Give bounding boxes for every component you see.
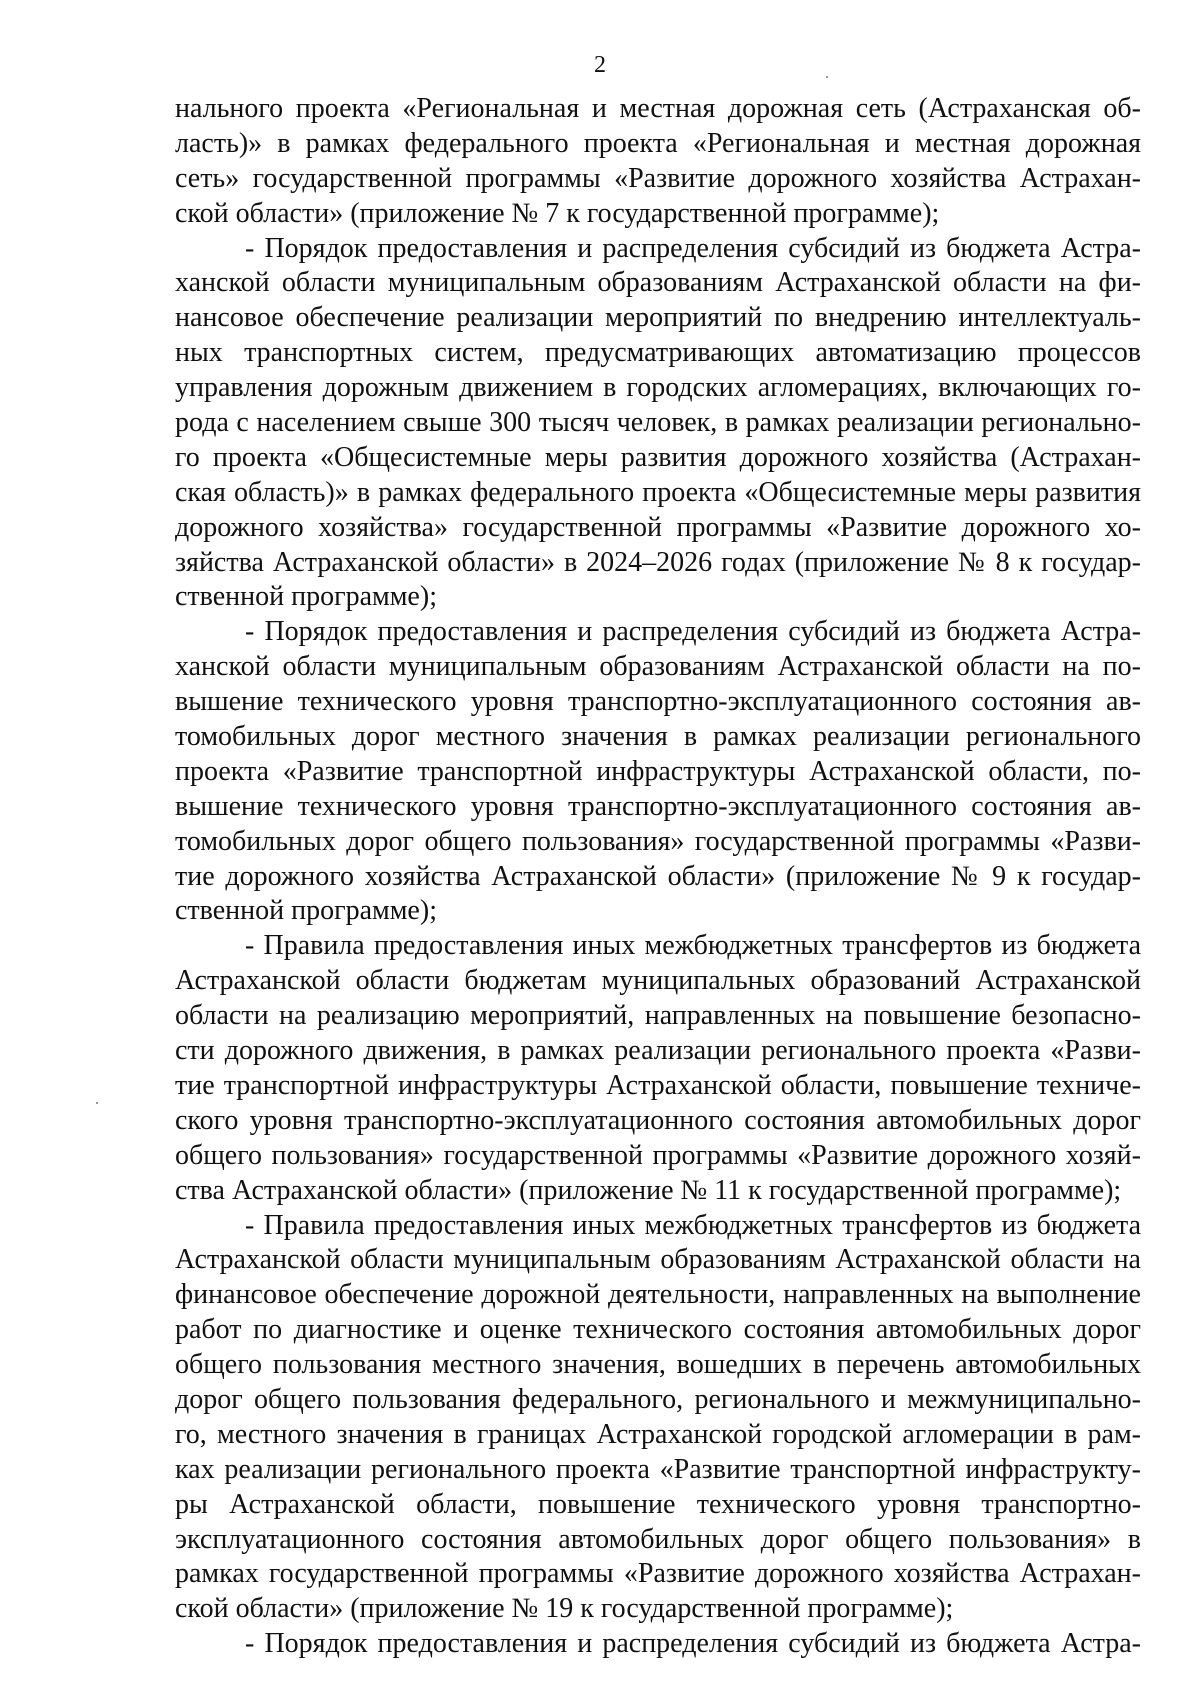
document-body xyxy=(175,92,1141,1662)
text-line: ства Астраханской области» (приложение № 11 к государственной программе); xyxy=(175,1174,1122,1206)
text-line: нального проекта «Региональная и местная дорожная сеть (Астраханская об- xyxy=(175,93,1141,124)
text-line: финансовое обеспечение дорожной деятельности, направленных на выполнение xyxy=(175,1279,1141,1311)
text-line: томобильных дорог общего пользования» государственной программы «Разви- xyxy=(175,825,1141,857)
text-line: ская область)» в рамках федерального проекта «Общесистемные меры развития xyxy=(175,476,1141,508)
scan-speck xyxy=(826,76,828,78)
text-line: сти дорожного движения, в рамках реализации регионального проекта «Разви- xyxy=(175,1035,1141,1067)
text-line: проекта «Развитие транспортной инфраструктуры Астраханской области, по- xyxy=(175,755,1141,787)
text-line: области на реализацию мероприятий, направленных на повышение безопасно- xyxy=(175,1000,1141,1032)
paragraph xyxy=(175,1209,1141,1628)
text-line: ского уровня транспортно-эксплуатационного состояния автомобильных дорог xyxy=(175,1104,1141,1136)
page-number: 2 xyxy=(594,52,606,78)
text-line: ных транспортных систем, предусматривающих автоматизацию процессов xyxy=(175,337,1141,369)
text-line: - Порядок предоставления и распределения субсидий из бюджета Астра- xyxy=(245,1628,1141,1660)
text-line: Астраханской области муниципальным образованиям Астраханской области на xyxy=(175,1244,1141,1276)
paragraph xyxy=(175,232,1141,616)
paragraph xyxy=(175,929,1141,1208)
text-line: рода с населением свыше 300 тысяч человек, в рамках реализации регионально- xyxy=(175,407,1141,439)
text-line: - Правила предоставления иных межбюджетных трансфертов из бюджета xyxy=(245,1209,1141,1241)
text-line: - Порядок предоставления и распределения субсидий из бюджета Астра- xyxy=(245,232,1141,264)
text-line: тие транспортной инфраструктуры Астраханской области, повышение техниче- xyxy=(175,1069,1141,1101)
text-line: управления дорожным движением в городских агломерациях, включающих го- xyxy=(175,372,1141,404)
text-line: дорог общего пользования федерального, регионального и межмуниципально- xyxy=(175,1383,1141,1415)
text-line: го, местного значения в границах Астраханской городской агломерации в рам- xyxy=(175,1418,1141,1450)
text-line: дорожного хозяйства» государственной программы «Развитие дорожного хо- xyxy=(175,511,1141,543)
text-line: Астраханской области бюджетам муниципальных образований Астраханской xyxy=(175,965,1141,997)
paragraph xyxy=(175,615,1141,929)
text-line: вышение технического уровня транспортно-эксплуатационного состояния ав- xyxy=(175,790,1141,822)
text-line: ской области» (приложение № 7 к государственной программе); xyxy=(175,197,940,229)
text-line: зяйства Астраханской области» в 2024–2026 годах (приложение № 8 к государ- xyxy=(175,546,1141,578)
text-line: ласть)» в рамках федерального проекта «Региональная и местная дорожная xyxy=(175,127,1141,159)
text-line: ханской области муниципальным образованиям Астраханской области на по- xyxy=(175,651,1141,683)
text-line: томобильных дорог местного значения в рамках реализации регионального xyxy=(175,721,1141,753)
text-line: ках реализации регионального проекта «Развитие транспортной инфраструкту- xyxy=(175,1453,1141,1485)
text-line: нансовое обеспечение реализации мероприятий по внедрению интеллектуаль- xyxy=(175,302,1141,334)
scan-speck xyxy=(96,1102,98,1104)
text-line: вышение технического уровня транспортно-эксплуатационного состояния ав- xyxy=(175,686,1141,718)
text-line: работ по диагностике и оценке технического состояния автомобильных дорог xyxy=(175,1314,1141,1346)
text-line: го проекта «Общесистемные меры развития дорожного хозяйства (Астрахан- xyxy=(175,441,1141,473)
text-line: сеть» государственной программы «Развитие дорожного хозяйства Астрахан- xyxy=(175,162,1141,194)
text-line: ственной программе); xyxy=(175,581,437,613)
text-line: эксплуатационного состояния автомобильных дорог общего пользования» в xyxy=(175,1523,1141,1555)
text-line: ской области» (приложение № 19 к государственной программе); xyxy=(175,1593,954,1625)
paragraph xyxy=(175,1627,1141,1662)
text-line: тие дорожного хозяйства Астраханской области» (приложение № 9 к государ- xyxy=(175,860,1141,892)
text-line: ственной программе); xyxy=(175,895,437,927)
text-line: общего пользования» государственной программы «Развитие дорожного хозяй- xyxy=(175,1139,1141,1171)
text-line: - Порядок предоставления и распределения субсидий из бюджета Астра- xyxy=(245,616,1141,648)
text-line: ры Астраханской области, повышение технического уровня транспортно- xyxy=(175,1488,1141,1520)
paragraph xyxy=(175,92,1141,232)
text-line: общего пользования местного значения, вошедших в перечень автомобильных xyxy=(175,1349,1141,1381)
text-line: - Правила предоставления иных межбюджетных трансфертов из бюджета xyxy=(245,930,1141,962)
text-line: ханской области муниципальным образованиям Астраханской области на фи- xyxy=(175,267,1141,299)
text-line: рамках государственной программы «Развитие дорожного хозяйства Астрахан- xyxy=(175,1558,1141,1590)
